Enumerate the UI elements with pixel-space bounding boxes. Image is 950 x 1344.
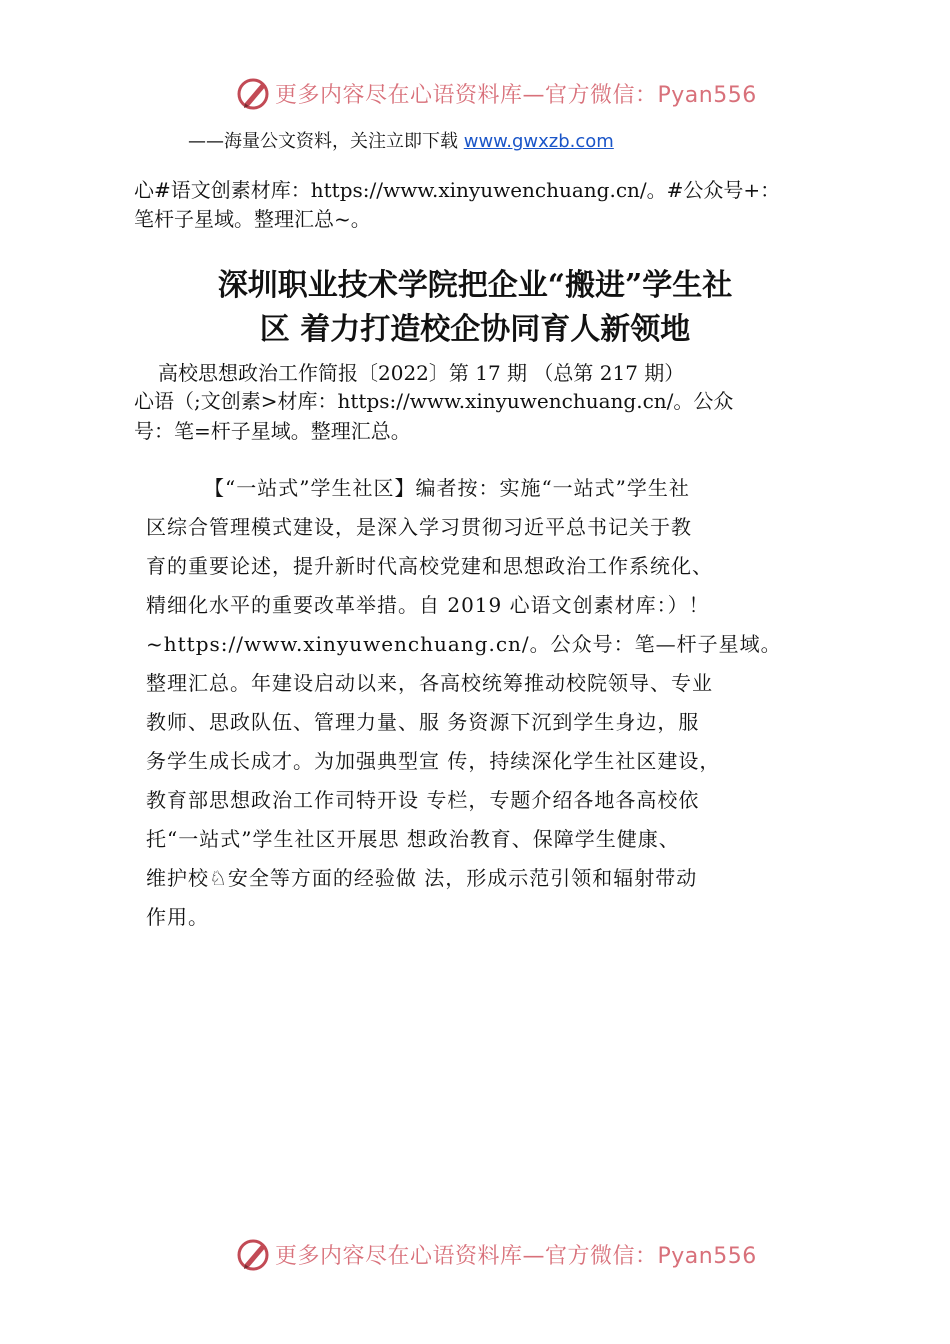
source-note-2-line: 心语（;文创素>材库：https://www.xinyuwenchuang.cn/。公众 — [134, 389, 734, 413]
body-line: 维护校♘安全等方面的经验做 法，形成示范引领和辐射带动 — [146, 866, 698, 890]
footer-banner — [0, 1234, 950, 1274]
pen-logo-icon — [236, 1236, 272, 1272]
body-line: 精细化水平的重要改革举措。自 2019 心语文创素材库：）！ — [146, 593, 710, 617]
body-line: ~https://www.xinyuwenchuang.cn/。公众号：笔—杆子星域。 — [146, 632, 782, 656]
source-note-1 — [134, 176, 864, 234]
body-line: 区综合管理模式建设，是深入学习贯彻习近平总书记关于教 — [146, 515, 692, 539]
body-line: 教育部思想政治工作司特开设 专栏，专题介绍各地各高校依 — [146, 788, 700, 812]
download-note — [188, 127, 614, 153]
source-note-1-line: 心#语文创素材库：https://www.xinyuwenchuang.cn/。#公众号+： — [134, 178, 781, 202]
website-link[interactable]: www.gwxzb.com — [463, 131, 614, 152]
header-banner — [0, 73, 950, 113]
body-line: 育的重要论述，提升新时代高校党建和思想政治工作系统化、 — [146, 554, 713, 578]
body-line: 整理汇总。年建设启动以来，各高校统筹推动校院领导、专业 — [146, 671, 713, 695]
body-line: 教师、思政队伍、管理力量、服 务资源下沉到学生身边，服 — [146, 710, 700, 734]
source-note-1-line: 笔杆子星域。整理汇总~。 — [134, 207, 371, 231]
download-note-text: ——海量公文资料，关注立即下载 — [188, 131, 464, 152]
editor-note-body — [146, 474, 866, 942]
source-note-2 — [134, 386, 874, 446]
banner-text: 更多内容尽在心语资料库—官方微信：Pyan556 — [275, 83, 757, 108]
body-line: 【“一站式”学生社区】编者按：实施“一站式”学生社 — [204, 476, 690, 500]
pen-logo-icon — [236, 75, 272, 111]
article-title-line-1: 深圳职业技术学院把企业“搬进”学生社 — [217, 268, 733, 303]
banner-text: 更多内容尽在心语资料库—官方微信：Pyan556 — [275, 1244, 757, 1269]
body-line: 务学生成长成才。为加强典型宣 传，持续深化学生社区建设， — [146, 749, 721, 773]
body-line: 托“一站式”学生社区开展思 想政治教育、保障学生健康、 — [146, 827, 680, 851]
article-title-line-2: 区 着力打造校企协同育人新领地 — [259, 312, 691, 347]
source-note-2-line: 号：笔=杆子星域。整理汇总。 — [134, 419, 411, 443]
bulletin-issue: 高校思想政治工作简报〔2022〕第 17 期 （总第 217 期） — [158, 361, 685, 385]
body-line: 作用。 — [146, 905, 209, 929]
